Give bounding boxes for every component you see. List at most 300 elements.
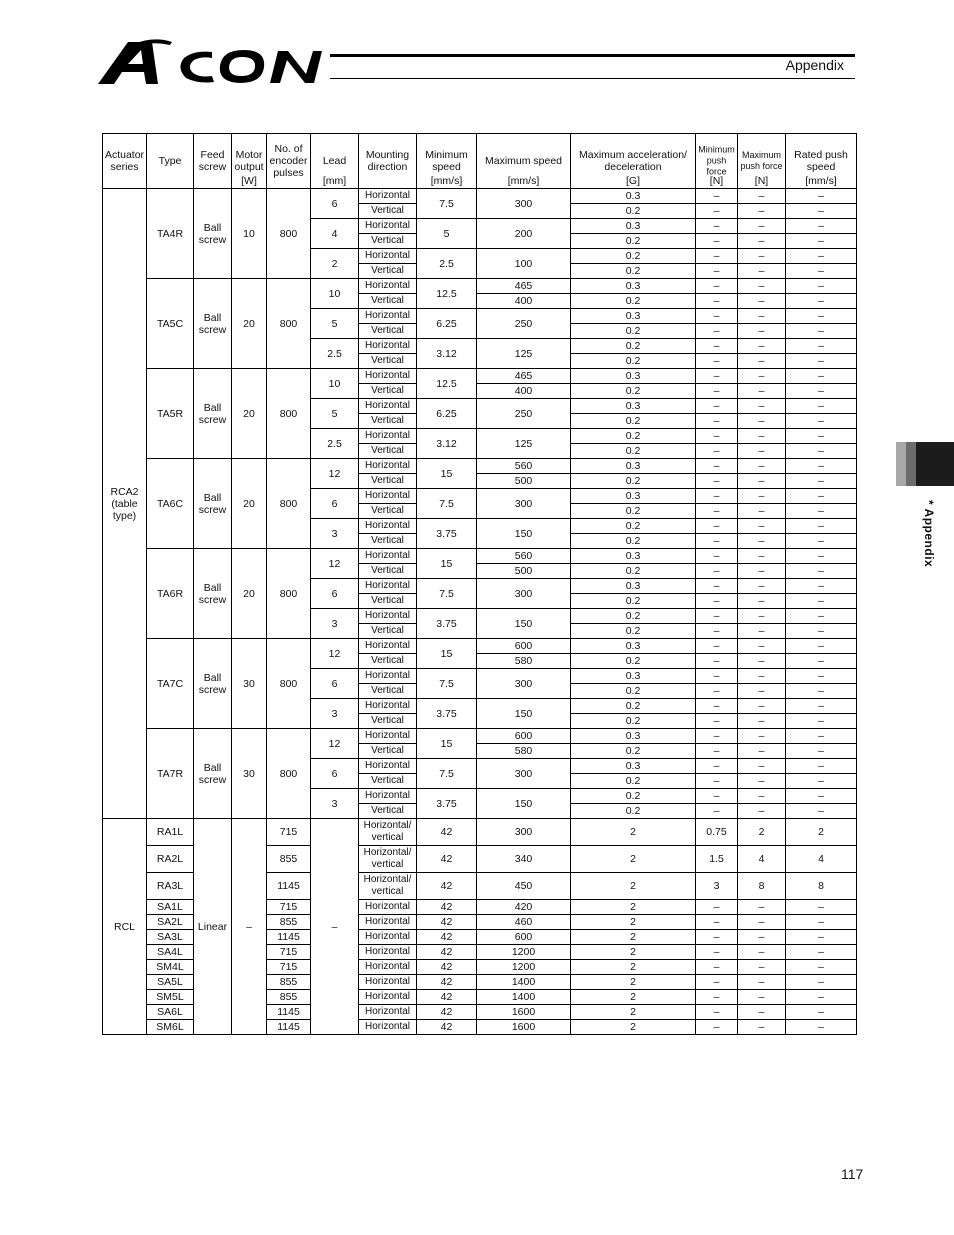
cell-mounting-direction: Horizontal — [359, 729, 417, 744]
cell-type: SA5L — [147, 975, 194, 990]
column-header — [267, 134, 311, 189]
cell-min-push: – — [696, 774, 738, 789]
cell-max-push: – — [738, 204, 786, 219]
cell-max-push: – — [738, 249, 786, 264]
cell-rated-push-speed: – — [786, 930, 857, 945]
cell-lead: 12 — [311, 459, 359, 489]
cell-max-speed: 150 — [477, 699, 571, 729]
cell-max-accel: 2 — [571, 915, 696, 930]
cell-lead: 12 — [311, 549, 359, 579]
cell-max-accel: 2 — [571, 873, 696, 900]
cell-max-speed: 500 — [477, 474, 571, 489]
cell-min-push: – — [696, 684, 738, 699]
cell-mounting-direction: Vertical — [359, 204, 417, 219]
cell-min-push: – — [696, 204, 738, 219]
cell-encoder-pulses: 715 — [267, 945, 311, 960]
cell-mounting-direction: Vertical — [359, 294, 417, 309]
column-header-unit: [N] — [709, 175, 724, 187]
cell-rated-push-speed: – — [786, 975, 857, 990]
column-header — [571, 134, 696, 189]
cell-min-push: – — [696, 189, 738, 204]
cell-min-speed: 3.12 — [417, 429, 477, 459]
page-number: 117 — [841, 1166, 864, 1182]
cell-mounting-direction: Horizontal — [359, 789, 417, 804]
cell-min-speed: 12.5 — [417, 369, 477, 399]
cell-max-accel: 0.2 — [571, 609, 696, 624]
cell-min-push: – — [696, 915, 738, 930]
cell-min-push: – — [696, 1005, 738, 1020]
cell-min-push: – — [696, 474, 738, 489]
cell-max-speed: 125 — [477, 339, 571, 369]
side-tab-label: * Appendix — [922, 500, 936, 568]
cell-encoder-pulses: 800 — [267, 189, 311, 279]
cell-max-speed: 150 — [477, 519, 571, 549]
cell-mounting-direction: Horizontal — [359, 945, 417, 960]
column-header-name: Minimum push force — [698, 144, 735, 177]
cell-lead: 10 — [311, 369, 359, 399]
column-header-name: No. of encoder pulses — [269, 143, 308, 179]
cell-max-speed: 465 — [477, 369, 571, 384]
cell-min-push: – — [696, 975, 738, 990]
cell-min-push: – — [696, 489, 738, 504]
cell-max-speed: 150 — [477, 789, 571, 819]
header-rule-thick — [330, 54, 855, 57]
cell-mounting-direction: Horizontal — [359, 189, 417, 204]
cell-encoder-pulses: 800 — [267, 729, 311, 819]
cell-rated-push-speed: 2 — [786, 819, 857, 846]
cell-max-accel: 0.3 — [571, 309, 696, 324]
cell-max-push: – — [738, 1005, 786, 1020]
cell-mounting-direction: Horizontal — [359, 930, 417, 945]
cell-feed-screw: Ball screw — [194, 279, 232, 369]
cell-min-push: – — [696, 354, 738, 369]
cell-min-speed: 42 — [417, 1020, 477, 1035]
cell-max-accel: 0.2 — [571, 519, 696, 534]
table-row — [103, 279, 857, 294]
cell-max-push: – — [738, 789, 786, 804]
cell-mounting-direction: Horizontal/ vertical — [359, 819, 417, 846]
cell-max-speed: 100 — [477, 249, 571, 279]
logo-letter-c — [180, 52, 214, 83]
cell-mounting-direction: Horizontal — [359, 579, 417, 594]
cell-type: TA7R — [147, 729, 194, 819]
cell-max-accel: 0.2 — [571, 699, 696, 714]
cell-max-speed: 450 — [477, 873, 571, 900]
cell-mounting-direction: Vertical — [359, 474, 417, 489]
cell-max-speed: 300 — [477, 669, 571, 699]
cell-encoder-pulses: 855 — [267, 915, 311, 930]
cell-mounting-direction: Vertical — [359, 264, 417, 279]
cell-motor-output: 30 — [232, 639, 267, 729]
cell-max-speed: 600 — [477, 639, 571, 654]
cell-lead: 2.5 — [311, 339, 359, 369]
cell-rated-push-speed: – — [786, 804, 857, 819]
cell-max-push: – — [738, 930, 786, 945]
cell-max-push: – — [738, 609, 786, 624]
cell-max-push: – — [738, 945, 786, 960]
cell-max-speed: 300 — [477, 759, 571, 789]
cell-min-speed: 15 — [417, 549, 477, 579]
cell-min-push: – — [696, 990, 738, 1005]
cell-lead: 6 — [311, 489, 359, 519]
cell-min-push: 1.5 — [696, 846, 738, 873]
cell-max-accel: 0.3 — [571, 489, 696, 504]
cell-min-push: – — [696, 945, 738, 960]
cell-feed-screw: Ball screw — [194, 189, 232, 279]
cell-max-speed: 250 — [477, 399, 571, 429]
cell-max-push: – — [738, 339, 786, 354]
cell-mounting-direction: Vertical — [359, 384, 417, 399]
cell-mounting-direction: Horizontal — [359, 399, 417, 414]
cell-max-accel: 0.2 — [571, 384, 696, 399]
cell-type: RA1L — [147, 819, 194, 846]
cell-max-accel: 0.2 — [571, 624, 696, 639]
cell-type: TA5C — [147, 279, 194, 369]
cell-max-push: – — [738, 990, 786, 1005]
cell-max-push: – — [738, 399, 786, 414]
cell-max-push: – — [738, 624, 786, 639]
cell-rated-push-speed: – — [786, 534, 857, 549]
cell-max-push: – — [738, 189, 786, 204]
cell-max-push: – — [738, 654, 786, 669]
cell-rated-push-speed: – — [786, 624, 857, 639]
cell-feed-screw: Ball screw — [194, 459, 232, 549]
cell-max-accel: 0.2 — [571, 714, 696, 729]
cell-mounting-direction: Vertical — [359, 534, 417, 549]
cell-type: TA4R — [147, 189, 194, 279]
column-header-unit: [mm/s] — [507, 175, 540, 187]
cell-rated-push-speed: – — [786, 729, 857, 744]
section-title: Appendix — [785, 57, 844, 73]
cell-rated-push-speed: – — [786, 429, 857, 444]
cell-max-speed: 460 — [477, 915, 571, 930]
cell-max-speed: 125 — [477, 429, 571, 459]
cell-min-speed: 7.5 — [417, 759, 477, 789]
cell-max-push: – — [738, 960, 786, 975]
cell-mounting-direction: Vertical — [359, 564, 417, 579]
cell-max-push: – — [738, 309, 786, 324]
cell-min-speed: 15 — [417, 459, 477, 489]
cell-min-speed: 42 — [417, 975, 477, 990]
cell-min-push: – — [696, 459, 738, 474]
cell-mounting-direction: Vertical — [359, 624, 417, 639]
cell-min-push: – — [696, 699, 738, 714]
cell-type: TA6R — [147, 549, 194, 639]
cell-mounting-direction: Horizontal — [359, 699, 417, 714]
cell-min-push: – — [696, 930, 738, 945]
cell-encoder-pulses: 855 — [267, 990, 311, 1005]
cell-type: SA3L — [147, 930, 194, 945]
cell-rated-push-speed: – — [786, 789, 857, 804]
cell-min-speed: 3.75 — [417, 699, 477, 729]
cell-actuator-series: RCL — [103, 819, 147, 1035]
cell-max-speed: 600 — [477, 729, 571, 744]
table-row — [103, 189, 857, 204]
cell-max-push: – — [738, 444, 786, 459]
cell-max-push: – — [738, 219, 786, 234]
cell-min-push: – — [696, 399, 738, 414]
column-header-unit: [N] — [754, 175, 769, 187]
cell-max-push: – — [738, 519, 786, 534]
cell-min-speed: 42 — [417, 1005, 477, 1020]
cell-min-speed: 42 — [417, 945, 477, 960]
cell-min-speed: 42 — [417, 960, 477, 975]
cell-max-speed: 150 — [477, 609, 571, 639]
cell-min-speed: 7.5 — [417, 489, 477, 519]
column-header — [417, 134, 477, 189]
cell-mounting-direction: Horizontal — [359, 900, 417, 915]
cell-rated-push-speed: – — [786, 324, 857, 339]
cell-max-accel: 0.2 — [571, 414, 696, 429]
cell-rated-push-speed: – — [786, 369, 857, 384]
cell-rated-push-speed: – — [786, 309, 857, 324]
column-header-name: Motor output — [234, 149, 264, 173]
cell-mounting-direction: Vertical — [359, 324, 417, 339]
cell-min-push: – — [696, 609, 738, 624]
cell-max-speed: 580 — [477, 654, 571, 669]
cell-min-speed: 42 — [417, 990, 477, 1005]
cell-encoder-pulses: 855 — [267, 975, 311, 990]
cell-max-push: – — [738, 729, 786, 744]
cell-max-push: – — [738, 489, 786, 504]
cell-max-speed: 300 — [477, 189, 571, 219]
cell-min-push: – — [696, 960, 738, 975]
cell-min-push: – — [696, 669, 738, 684]
cell-min-push: – — [696, 579, 738, 594]
table-row — [103, 729, 857, 744]
cell-rated-push-speed: – — [786, 204, 857, 219]
cell-rated-push-speed: – — [786, 1020, 857, 1035]
column-header-name: Maximum acceleration/ deceleration — [579, 149, 687, 173]
cell-rated-push-speed: – — [786, 684, 857, 699]
cell-rated-push-speed: – — [786, 654, 857, 669]
cell-lead: 6 — [311, 189, 359, 219]
cell-rated-push-speed: – — [786, 759, 857, 774]
cell-mounting-direction: Horizontal — [359, 309, 417, 324]
cell-max-accel: 0.3 — [571, 549, 696, 564]
cell-rated-push-speed: – — [786, 189, 857, 204]
column-header — [103, 134, 147, 189]
cell-feed-screw: Ball screw — [194, 639, 232, 729]
cell-max-speed: 465 — [477, 279, 571, 294]
cell-max-accel: 0.2 — [571, 339, 696, 354]
cell-encoder-pulses: 715 — [267, 819, 311, 846]
cell-mounting-direction: Horizontal — [359, 429, 417, 444]
cell-mounting-direction: Horizontal — [359, 219, 417, 234]
column-header-name: Lead — [322, 155, 347, 167]
table-row — [103, 819, 857, 846]
cell-lead: 5 — [311, 399, 359, 429]
column-header-name: Maximum speed — [484, 155, 563, 167]
cell-min-push: – — [696, 369, 738, 384]
column-header — [696, 134, 738, 189]
cell-rated-push-speed: – — [786, 354, 857, 369]
cell-motor-output: 10 — [232, 189, 267, 279]
cell-max-push: – — [738, 324, 786, 339]
cell-max-speed: 200 — [477, 219, 571, 249]
cell-max-accel: 0.2 — [571, 684, 696, 699]
cell-type: SA2L — [147, 915, 194, 930]
side-tab-marker — [896, 442, 954, 486]
cell-type: SA6L — [147, 1005, 194, 1020]
cell-max-push: – — [738, 1020, 786, 1035]
cell-type: SM4L — [147, 960, 194, 975]
cell-min-push: – — [696, 219, 738, 234]
cell-max-speed: 300 — [477, 579, 571, 609]
cell-min-speed: 42 — [417, 930, 477, 945]
cell-mounting-direction: Horizontal — [359, 549, 417, 564]
header-rule-thin — [330, 78, 855, 79]
cell-min-speed: 5 — [417, 219, 477, 249]
cell-max-speed: 600 — [477, 930, 571, 945]
cell-rated-push-speed: – — [786, 219, 857, 234]
column-header-unit: [mm/s] — [430, 175, 463, 187]
cell-mounting-direction: Horizontal — [359, 609, 417, 624]
cell-min-push: – — [696, 249, 738, 264]
table-row — [103, 549, 857, 564]
cell-max-speed: 300 — [477, 819, 571, 846]
logo-swoosh — [134, 39, 172, 46]
cell-mounting-direction: Horizontal — [359, 1020, 417, 1035]
cell-min-push: – — [696, 594, 738, 609]
cell-min-push: – — [696, 639, 738, 654]
cell-max-push: – — [738, 699, 786, 714]
cell-max-speed: 340 — [477, 846, 571, 873]
cell-lead: 3 — [311, 789, 359, 819]
cell-mounting-direction: Vertical — [359, 444, 417, 459]
cell-rated-push-speed: – — [786, 915, 857, 930]
cell-lead: 3 — [311, 699, 359, 729]
cell-rated-push-speed: – — [786, 234, 857, 249]
cell-rated-push-speed: – — [786, 579, 857, 594]
cell-max-speed: 1600 — [477, 1005, 571, 1020]
cell-min-speed: 12.5 — [417, 279, 477, 309]
cell-max-push: – — [738, 354, 786, 369]
cell-max-accel: 0.3 — [571, 399, 696, 414]
cell-min-push: – — [696, 624, 738, 639]
cell-max-push: – — [738, 414, 786, 429]
cell-min-speed: 3.75 — [417, 609, 477, 639]
cell-min-push: – — [696, 234, 738, 249]
cell-max-push: 8 — [738, 873, 786, 900]
cell-min-push: – — [696, 564, 738, 579]
cell-max-accel: 0.2 — [571, 444, 696, 459]
cell-rated-push-speed: – — [786, 444, 857, 459]
cell-max-push: – — [738, 369, 786, 384]
cell-encoder-pulses: 800 — [267, 639, 311, 729]
cell-min-push: – — [696, 654, 738, 669]
cell-max-push: – — [738, 534, 786, 549]
cell-encoder-pulses: 1145 — [267, 873, 311, 900]
cell-rated-push-speed: – — [786, 549, 857, 564]
cell-type: RA3L — [147, 873, 194, 900]
column-header — [477, 134, 571, 189]
cell-rated-push-speed: – — [786, 504, 857, 519]
cell-encoder-pulses: 715 — [267, 900, 311, 915]
cell-min-speed: 42 — [417, 819, 477, 846]
cell-max-speed: 420 — [477, 900, 571, 915]
cell-min-push: 3 — [696, 873, 738, 900]
column-header-unit: [W] — [241, 175, 257, 187]
cell-type: SA1L — [147, 900, 194, 915]
cell-lead: 5 — [311, 309, 359, 339]
cell-rated-push-speed: – — [786, 459, 857, 474]
cell-min-push: – — [696, 714, 738, 729]
cell-max-push: – — [738, 384, 786, 399]
cell-rated-push-speed: – — [786, 774, 857, 789]
cell-max-push: 2 — [738, 819, 786, 846]
cell-type: TA6C — [147, 459, 194, 549]
column-header-unit: [G] — [625, 175, 640, 187]
cell-max-accel: 0.2 — [571, 429, 696, 444]
cell-max-push: – — [738, 774, 786, 789]
column-header-name: Rated push speed — [794, 149, 848, 173]
cell-rated-push-speed: – — [786, 945, 857, 960]
table-header-row — [103, 134, 857, 189]
cell-max-speed: 1600 — [477, 1020, 571, 1035]
cell-max-speed: 560 — [477, 459, 571, 474]
cell-type: SA4L — [147, 945, 194, 960]
column-header — [311, 134, 359, 189]
cell-feed-screw: Ball screw — [194, 549, 232, 639]
cell-min-push: – — [696, 759, 738, 774]
cell-feed-screw: Ball screw — [194, 369, 232, 459]
cell-max-accel: 0.2 — [571, 654, 696, 669]
cell-max-accel: 0.3 — [571, 639, 696, 654]
cell-lead: 2 — [311, 249, 359, 279]
cell-mounting-direction: Horizontal — [359, 489, 417, 504]
cell-min-speed: 2.5 — [417, 249, 477, 279]
cell-min-speed: 42 — [417, 915, 477, 930]
cell-max-push: – — [738, 429, 786, 444]
cell-min-speed: 15 — [417, 729, 477, 759]
cell-lead: 12 — [311, 729, 359, 759]
cell-max-accel: 0.2 — [571, 744, 696, 759]
cell-max-accel: 2 — [571, 1005, 696, 1020]
cell-min-push: – — [696, 789, 738, 804]
cell-mounting-direction: Horizontal — [359, 1005, 417, 1020]
cell-max-accel: 0.3 — [571, 279, 696, 294]
cell-max-accel: 0.2 — [571, 204, 696, 219]
cell-max-accel: 0.2 — [571, 804, 696, 819]
cell-max-speed: 1400 — [477, 975, 571, 990]
cell-max-push: – — [738, 564, 786, 579]
cell-max-push: 4 — [738, 846, 786, 873]
cell-max-speed: 1200 — [477, 945, 571, 960]
cell-max-speed: 580 — [477, 744, 571, 759]
column-header — [738, 134, 786, 189]
cell-min-push: – — [696, 534, 738, 549]
cell-min-push: – — [696, 744, 738, 759]
cell-max-accel: 2 — [571, 990, 696, 1005]
cell-max-push: – — [738, 804, 786, 819]
cell-max-speed: 400 — [477, 384, 571, 399]
cell-min-push: – — [696, 1020, 738, 1035]
cell-max-accel: 0.2 — [571, 504, 696, 519]
cell-min-push: 0.75 — [696, 819, 738, 846]
cell-rated-push-speed: – — [786, 294, 857, 309]
cell-max-accel: 2 — [571, 900, 696, 915]
cell-rated-push-speed: 4 — [786, 846, 857, 873]
cell-rated-push-speed: – — [786, 714, 857, 729]
actuator-spec-table — [102, 133, 857, 1035]
cell-mounting-direction: Horizontal — [359, 759, 417, 774]
cell-lead: 3 — [311, 519, 359, 549]
cell-min-push: – — [696, 264, 738, 279]
column-header-name: Mounting direction — [365, 149, 410, 173]
column-header-unit: [mm] — [322, 175, 347, 187]
cell-max-accel: 0.3 — [571, 729, 696, 744]
